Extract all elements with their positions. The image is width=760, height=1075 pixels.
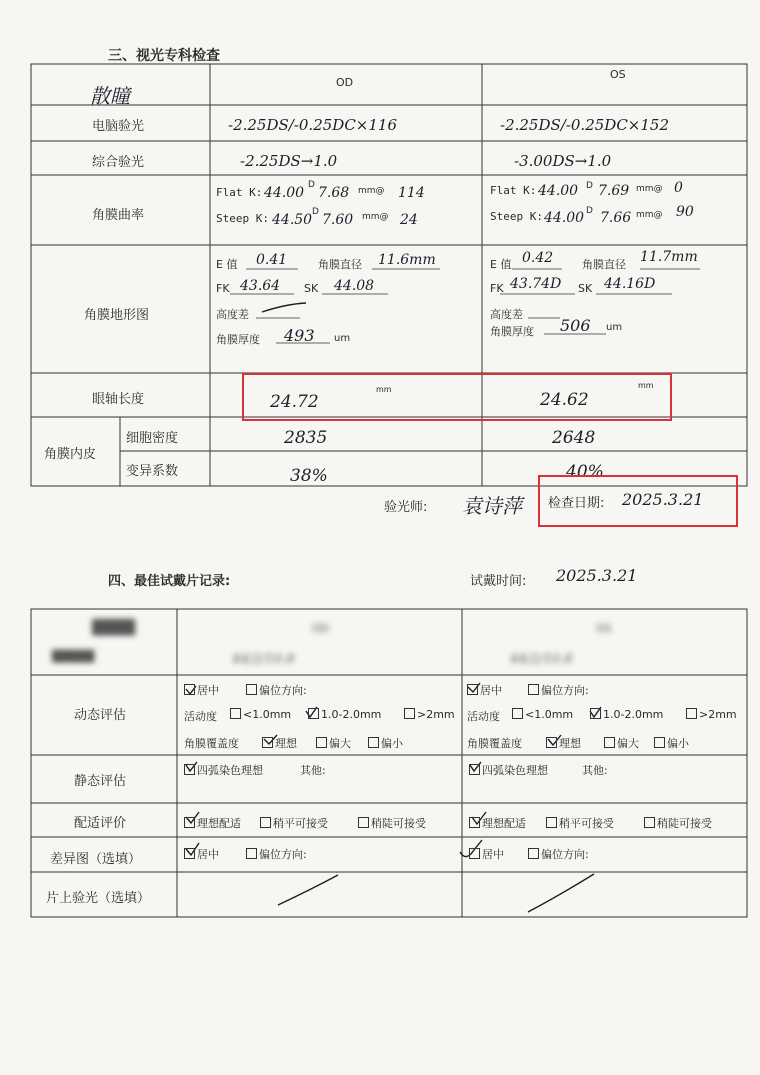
- od-flat-mm-value: 7.68: [318, 185, 350, 201]
- difference-option-label: 居中: [482, 848, 504, 861]
- fit-option-label: 稍陡可接受: [371, 817, 426, 830]
- os-activity-label: 活动度: [467, 710, 500, 723]
- od-flat-k-value: 44.00: [264, 185, 305, 201]
- od-thickness-label: 角膜厚度: [216, 333, 260, 346]
- od-comprehensive-refraction: -2.25DS→1.0: [240, 152, 338, 170]
- checkbox-icon[interactable]: [528, 848, 539, 859]
- od-computer-refraction: -2.25DS/-0.25DC×116: [228, 116, 397, 134]
- od-static-four-arc: [184, 762, 263, 778]
- od-flat-k-label: Flat K:: [216, 186, 263, 199]
- os-static-other: 其他:: [582, 764, 608, 777]
- od-axial-length: 24.72: [270, 392, 319, 412]
- activity-option-label: <1.0mm: [243, 708, 292, 721]
- checkbox-icon[interactable]: [469, 817, 480, 828]
- fit-option-label: 稍平可接受: [559, 817, 614, 830]
- activity-option-label: 1.0-2.0mm: [321, 708, 382, 721]
- handwritten-dilation-note: 散瞳: [90, 84, 130, 108]
- os-fk-label: FK: [490, 282, 504, 295]
- os-dynamic-decentered: [528, 682, 589, 698]
- trial-time-label: 试戴时间:: [470, 574, 527, 589]
- checkbox-icon[interactable]: [230, 708, 241, 719]
- od-steep-k-label: Steep K:: [216, 212, 269, 225]
- checkbox-icon[interactable]: [469, 764, 480, 775]
- os-fit-steep: [644, 815, 712, 831]
- difference-option-label: 居中: [197, 848, 219, 861]
- os-coverage-ideal: [546, 735, 581, 751]
- checkbox-icon[interactable]: [184, 848, 195, 859]
- checkbox-icon[interactable]: [467, 684, 478, 695]
- label-dynamic-evaluation: 动态评估: [74, 708, 127, 723]
- coverage-option-label: 理想: [275, 737, 297, 750]
- os-height-label: 高度差: [490, 308, 523, 321]
- od-lens-parameters: 44/2/10.8: [232, 652, 295, 667]
- os-activity-opt2: [590, 708, 663, 721]
- os-steep-axis: 90: [676, 204, 694, 220]
- od-fk-value: 43.64: [240, 278, 281, 294]
- section4-title: 四、最佳试戴片记录:: [108, 574, 231, 589]
- os-steep-k-value: 44.00: [544, 210, 585, 226]
- os-fit-ideal: [469, 815, 526, 831]
- os-coverage-large: [604, 735, 639, 751]
- od-height-label: 高度差: [216, 308, 249, 321]
- od-difference-center: [184, 846, 219, 862]
- label-computer-refraction: 电脑验光: [92, 119, 145, 134]
- os-thickness-label: 角膜厚度: [490, 325, 534, 338]
- label-topography: 角膜地形图: [84, 308, 150, 323]
- os-activity-opt3: [686, 708, 737, 721]
- checkbox-icon[interactable]: [184, 817, 195, 828]
- od-activity-opt1: [230, 708, 291, 721]
- os-e-label: E 值: [490, 258, 512, 271]
- od-steep-axis: 24: [400, 212, 418, 228]
- difference-option-label: 偏位方向:: [541, 848, 589, 861]
- os-diameter-label: 角膜直径: [582, 258, 626, 271]
- fit-option-label: 稍陡可接受: [657, 817, 712, 830]
- os-coverage-label: 角膜覆盖度: [467, 737, 522, 750]
- os-lens-parameters: 44/2/10.8: [510, 652, 573, 667]
- od-sk-value: 44.08: [334, 278, 375, 294]
- coverage-option-label: 偏大: [617, 737, 639, 750]
- coverage-option-label: 偏小: [381, 737, 403, 750]
- checkbox-icon[interactable]: [246, 684, 257, 695]
- od-thickness-unit: um: [334, 333, 351, 344]
- exam-date-value: 2025.3.21: [622, 490, 704, 509]
- label-comprehensive-refraction: 综合验光: [92, 155, 145, 170]
- checkbox-icon[interactable]: [184, 684, 195, 695]
- activity-option-label: 1.0-2.0mm: [603, 708, 664, 721]
- fit-option-label: 理想配适: [482, 817, 526, 830]
- os-steep-d-unit: D: [586, 206, 593, 216]
- od-fit-ok: [260, 815, 328, 831]
- trial-time-value: 2025.3.21: [556, 566, 638, 585]
- od-steep-mm-value: 7.60: [322, 212, 354, 228]
- os-coverage-small: [654, 735, 689, 751]
- os-flat-mm-unit: mm@: [636, 184, 663, 194]
- os-flat-k-value: 44.00: [538, 183, 579, 199]
- od-e-value: 0.41: [256, 252, 288, 268]
- col-header-os: OS: [610, 68, 626, 81]
- od-coverage-label: 角膜覆盖度: [184, 737, 239, 750]
- static-option-label: 四弧染色理想: [197, 764, 263, 777]
- label-static-evaluation: 静态评估: [74, 774, 127, 789]
- od-difference-decentered: [246, 846, 307, 862]
- blurred-col-os: OS: [596, 622, 612, 635]
- label-corneal-curvature: 角膜曲率: [92, 208, 145, 223]
- od-flat-d-unit: D: [308, 180, 315, 190]
- od-steep-d-unit: D: [312, 207, 319, 217]
- os-axial-length: 24.62: [540, 390, 589, 410]
- os-diameter-value: 11.7mm: [640, 249, 698, 265]
- fit-option-label: 理想配适: [197, 817, 241, 830]
- os-flat-k-label: Flat K:: [490, 184, 537, 197]
- checkbox-icon[interactable]: [316, 737, 327, 748]
- checkbox-icon[interactable]: [604, 737, 615, 748]
- od-activity-label: 活动度: [184, 710, 217, 723]
- decentered-option-label: 偏位方向:: [259, 684, 307, 697]
- label-over-refraction: 片上验光（选填）: [46, 891, 151, 906]
- os-flat-mm-value: 7.69: [598, 183, 630, 199]
- od-variation-coefficient: 38%: [290, 466, 328, 486]
- os-steep-mm-value: 7.66: [600, 210, 632, 226]
- checkbox-icon[interactable]: [358, 817, 369, 828]
- od-axial-unit: mm: [376, 385, 392, 394]
- od-coverage-small: [368, 735, 403, 751]
- od-cell-density: 2835: [284, 428, 328, 448]
- label-endothelium: 角膜内皮: [44, 447, 97, 462]
- os-difference-decentered: [528, 846, 589, 862]
- od-activity-opt2: [308, 708, 381, 721]
- section3-title: 三、视光专科检查: [108, 48, 220, 64]
- decentered-option-label: 偏位方向:: [541, 684, 589, 697]
- checkbox-icon[interactable]: [469, 848, 480, 859]
- od-e-label: E 值: [216, 258, 238, 271]
- activity-option-label: >2mm: [699, 708, 737, 721]
- coverage-option-label: 偏大: [329, 737, 351, 750]
- activity-option-label: <1.0mm: [525, 708, 574, 721]
- os-fit-ok: [546, 815, 614, 831]
- checkbox-icon[interactable]: [260, 817, 271, 828]
- od-activity-opt3: [404, 708, 455, 721]
- exam-date-label: 检查日期:: [548, 496, 605, 511]
- checkbox-icon[interactable]: [262, 737, 273, 748]
- os-fk-value: 43.74D: [510, 276, 562, 292]
- label-fit-evaluation: 配适评价: [74, 816, 127, 831]
- checkbox-icon[interactable]: [546, 817, 557, 828]
- col-header-od: OD: [336, 76, 354, 89]
- fit-option-label: 稍平可接受: [273, 817, 328, 830]
- activity-option-label: >2mm: [417, 708, 455, 721]
- od-fk-label: FK: [216, 282, 230, 295]
- od-dynamic-decentered: [246, 682, 307, 698]
- blurred-header-left: ████: [92, 620, 136, 636]
- od-fit-ideal: [184, 815, 241, 831]
- coverage-option-label: 偏小: [667, 737, 689, 750]
- static-option-label: 四弧染色理想: [482, 764, 548, 777]
- coverage-option-label: 理想: [559, 737, 581, 750]
- label-cell-density: 细胞密度: [126, 431, 179, 446]
- checkbox-icon[interactable]: [512, 708, 523, 719]
- os-variation-coefficient: 40%: [566, 462, 604, 482]
- checkbox-icon[interactable]: [184, 764, 195, 775]
- od-coverage-ideal: [262, 735, 297, 751]
- od-diameter-label: 角膜直径: [318, 258, 362, 271]
- os-flat-axis: 0: [674, 180, 683, 196]
- checkbox-icon[interactable]: [404, 708, 415, 719]
- os-steep-k-label: Steep K:: [490, 210, 543, 223]
- checkbox-icon[interactable]: [308, 708, 319, 719]
- od-sk-label: SK: [304, 282, 319, 295]
- label-difference-map: 差异图（选填）: [50, 852, 142, 867]
- checkbox-icon[interactable]: [246, 848, 257, 859]
- os-sk-value: 44.16D: [604, 276, 656, 292]
- checkbox-icon[interactable]: [654, 737, 665, 748]
- checkbox-icon[interactable]: [644, 817, 655, 828]
- od-static-other: 其他:: [300, 764, 326, 777]
- od-steep-k-value: 44.50: [272, 212, 313, 228]
- os-activity-opt1: [512, 708, 573, 721]
- label-axial-length: 眼轴长度: [92, 392, 145, 407]
- os-computer-refraction: -2.25DS/-0.25DC×152: [500, 116, 669, 134]
- os-axial-unit: mm: [638, 381, 654, 390]
- os-thickness-value: 506: [560, 316, 591, 335]
- os-flat-d-unit: D: [586, 181, 593, 191]
- checkbox-icon[interactable]: [590, 708, 601, 719]
- od-thickness-value: 493: [284, 326, 315, 345]
- center-option-label: 居中: [480, 684, 502, 697]
- checkbox-icon[interactable]: [686, 708, 697, 719]
- blurred-header-sub: █████: [52, 650, 95, 663]
- blurred-col-od: OD: [312, 622, 330, 635]
- od-fit-steep: [358, 815, 426, 831]
- os-e-value: 0.42: [522, 250, 554, 266]
- od-dynamic-center: [184, 682, 219, 698]
- od-flat-axis: 114: [398, 185, 425, 201]
- od-diameter-value: 11.6mm: [378, 252, 436, 268]
- os-sk-label: SK: [578, 282, 593, 295]
- os-comprehensive-refraction: -3.00DS→1.0: [514, 152, 612, 170]
- os-static-four-arc: [469, 762, 548, 778]
- os-difference-center: [469, 846, 504, 862]
- checkbox-icon[interactable]: [528, 684, 539, 695]
- optometrist-label: 验光师:: [384, 500, 428, 515]
- checkbox-icon[interactable]: [546, 737, 557, 748]
- os-steep-mm-unit: mm@: [636, 210, 663, 220]
- os-dynamic-center: [467, 682, 502, 698]
- od-flat-mm-unit: mm@: [358, 186, 385, 196]
- label-variation-coefficient: 变异系数: [126, 464, 179, 479]
- os-cell-density: 2648: [552, 428, 596, 448]
- od-steep-mm-unit: mm@: [362, 212, 389, 222]
- difference-option-label: 偏位方向:: [259, 848, 307, 861]
- optometrist-signature: 袁诗萍: [462, 494, 522, 518]
- os-thickness-unit: um: [606, 322, 623, 333]
- od-coverage-large: [316, 735, 351, 751]
- checkbox-icon[interactable]: [368, 737, 379, 748]
- center-option-label: 居中: [197, 684, 219, 697]
